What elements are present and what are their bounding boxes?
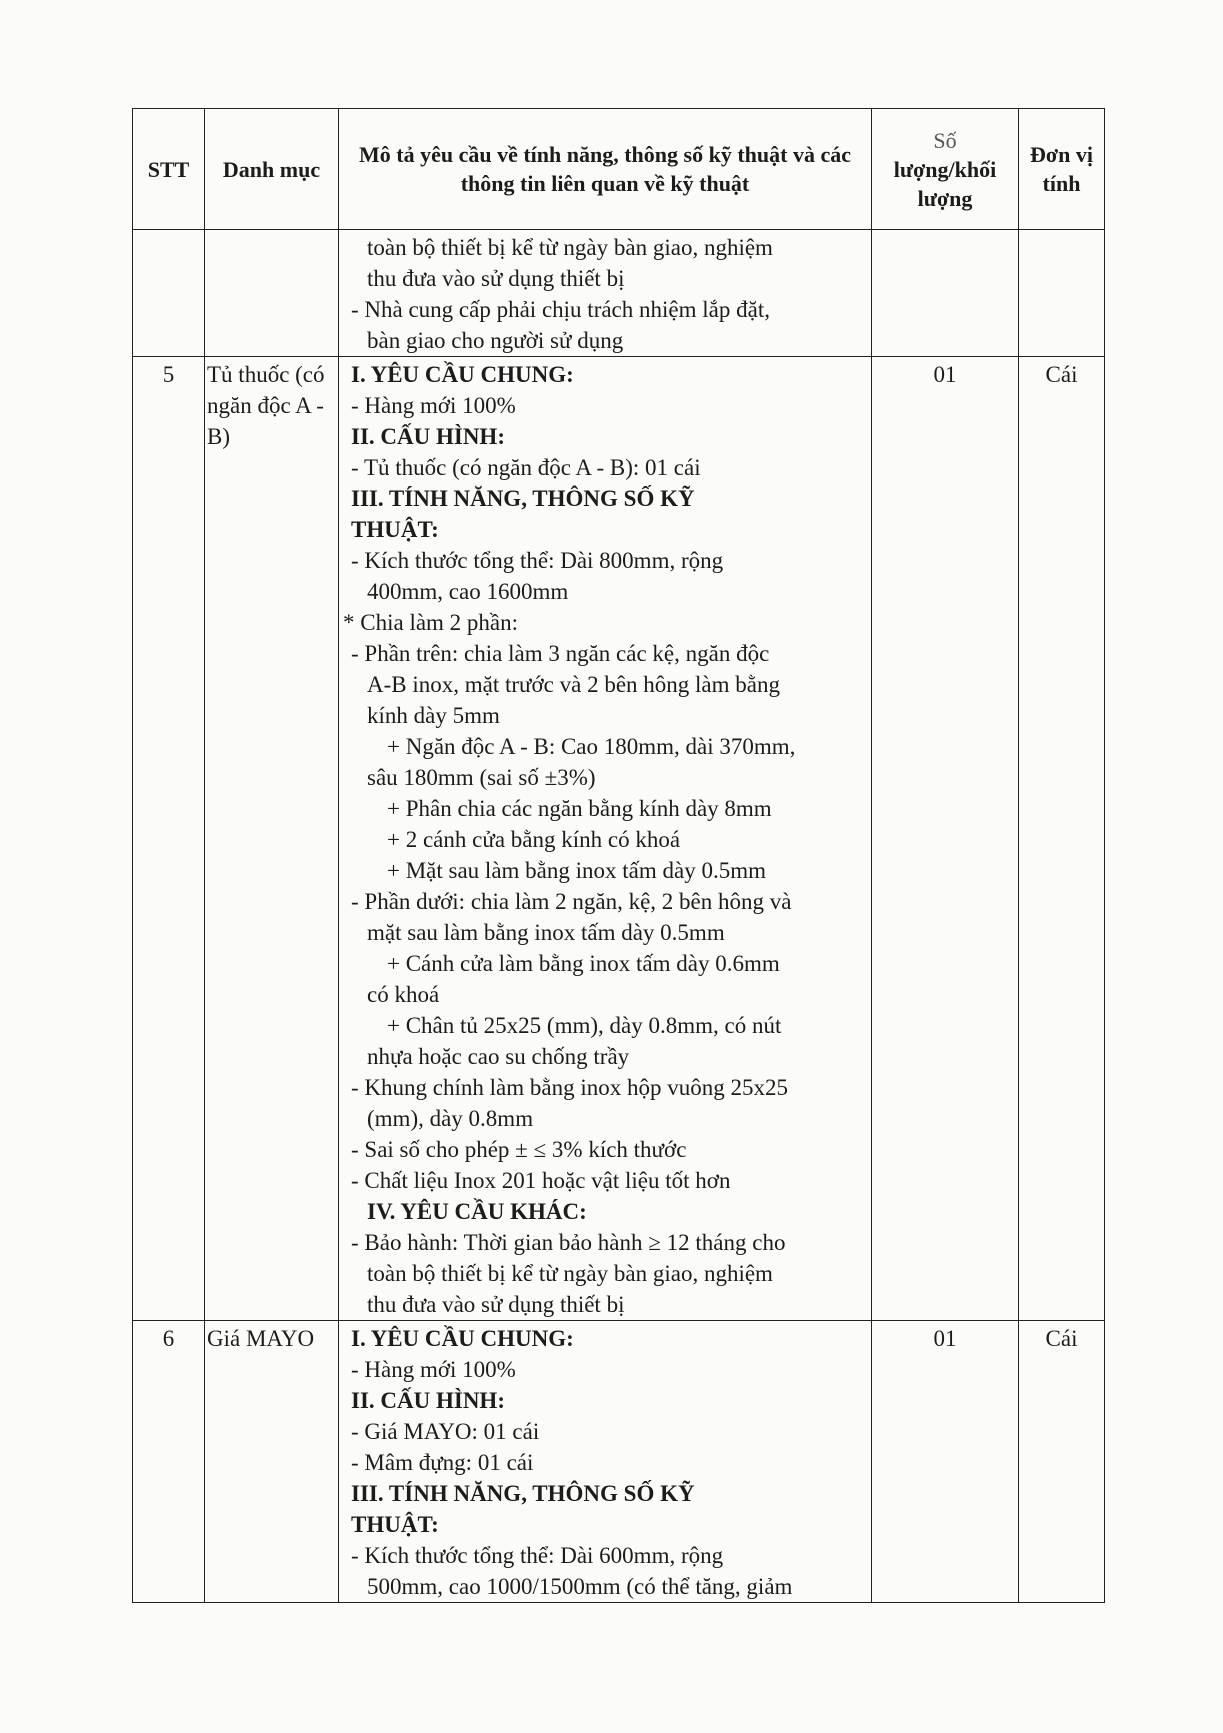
description-line: bàn giao cho người sử dụng [367,328,624,353]
description-line: - Bảo hành: Thời gian bảo hành ≥ 12 tháng cho [351,1230,786,1255]
description-line: toàn bộ thiết bị kể từ ngày bàn giao, nghiệm [367,235,773,260]
row-description [339,1321,872,1603]
table-row [133,230,1105,357]
row-stt [133,230,205,357]
row-category: Giá MAYO [205,1321,339,1603]
header-quantity [872,109,1019,230]
description-line: III. TÍNH NĂNG, THÔNG SỐ KỸ [351,486,695,511]
description-line: sâu 180mm (sai số ±3%) [367,765,596,790]
table-header-row [133,109,1105,230]
table-row [133,357,1105,1321]
description-line: * Chia làm 2 phần: [343,610,519,635]
description-line: + 2 cánh cửa bằng kính có khoá [387,827,681,852]
description-line: - Phần trên: chia làm 3 ngăn các kệ, ngăn độc [351,641,770,666]
description-line: toàn bộ thiết bị kể từ ngày bàn giao, nghiệm [367,1261,773,1286]
description-line: I. YÊU CẦU CHUNG: [351,362,574,387]
description-line: A-B inox, mặt trước và 2 bên hông làm bằng [367,672,780,697]
row-quantity [872,230,1019,357]
description-line: (mm), dày 0.8mm [367,1106,534,1131]
description-line: - Chất liệu Inox 201 hoặc vật liệu tốt hơn [351,1168,731,1193]
description-line: 400mm, cao 1600mm [367,579,569,604]
description-line: - Mâm đựng: 01 cái [351,1450,534,1475]
description-line: có khoá [367,982,440,1007]
row-unit: Cái [1019,1321,1105,1603]
description-line: IV. YÊU CẦU KHÁC: [367,1199,587,1224]
description-line: kính dày 5mm [367,703,500,728]
description-line: III. TÍNH NĂNG, THÔNG SỐ KỸ [351,1481,695,1506]
description-line: II. CẤU HÌNH: [351,1388,505,1413]
description-line: - Giá MAYO: 01 cái [351,1419,540,1444]
header-category: Danh mục [205,109,339,230]
row-description [339,357,872,1321]
description-line: + Cánh cửa làm bằng inox tấm dày 0.6mm [387,951,780,976]
description-line: - Kích thước tổng thể: Dài 800mm, rộng [351,548,724,573]
header-quantity-label: lượng/khối lượng [893,156,997,211]
header-quantity-top: Số [933,127,957,153]
row-description [339,230,872,357]
description-line: 500mm, cao 1000/1500mm (có thể tăng, giảm [367,1574,793,1599]
description-line: - Kích thước tổng thể: Dài 600mm, rộng [351,1543,724,1568]
description-line: II. CẤU HÌNH: [351,424,505,449]
description-line: - Khung chính làm bằng inox hộp vuông 25x25 [351,1075,788,1100]
table-row [133,1321,1105,1603]
description-line: - Phần dưới: chia làm 2 ngăn, kệ, 2 bên hông và [351,889,792,914]
description-line: + Mặt sau làm bằng inox tấm dày 0.5mm [387,858,766,883]
description-line: THUẬT: [351,1512,439,1537]
description-line: + Ngăn độc A - B: Cao 180mm, dài 370mm, [387,734,796,759]
description-line: mặt sau làm bằng inox tấm dày 0.5mm [367,920,725,945]
description-line: + Chân tủ 25x25 (mm), dày 0.8mm, có nút [387,1013,782,1038]
description-line: nhựa hoặc cao su chống trầy [367,1044,630,1069]
row-stt: 5 [133,357,205,1321]
description-line: I. YÊU CẦU CHUNG: [351,1326,574,1351]
description-line: - Hàng mới 100% [351,1357,516,1382]
description-line: - Hàng mới 100% [351,393,516,418]
description-line: + Phân chia các ngăn bằng kính dày 8mm [387,796,772,821]
row-quantity: 01 [872,357,1019,1321]
row-category [205,230,339,357]
row-unit: Cái [1019,357,1105,1321]
row-stt: 6 [133,1321,205,1603]
row-unit [1019,230,1105,357]
description-line: THUẬT: [351,517,439,542]
description-line: - Tủ thuốc (có ngăn độc A - B): 01 cái [351,455,701,480]
description-line: - Nhà cung cấp phải chịu trách nhiệm lắp đặt, [351,297,770,322]
description-line: - Sai số cho phép ± ≤ 3% kích thước [351,1137,687,1162]
description-line: thu đưa vào sử dụng thiết bị [367,1292,625,1317]
header-description: Mô tả yêu cầu về tính năng, thông số kỹ thuật và các thông tin liên quan về kỹ thuật [339,109,872,230]
description-line: thu đưa vào sử dụng thiết bị [367,266,625,291]
header-stt: STT [133,109,205,230]
row-quantity: 01 [872,1321,1019,1603]
header-unit: Đơn vị tính [1019,109,1105,230]
row-category: Tủ thuốc (có ngăn độc A - B) [205,357,339,1321]
specification-table [132,108,1105,1603]
